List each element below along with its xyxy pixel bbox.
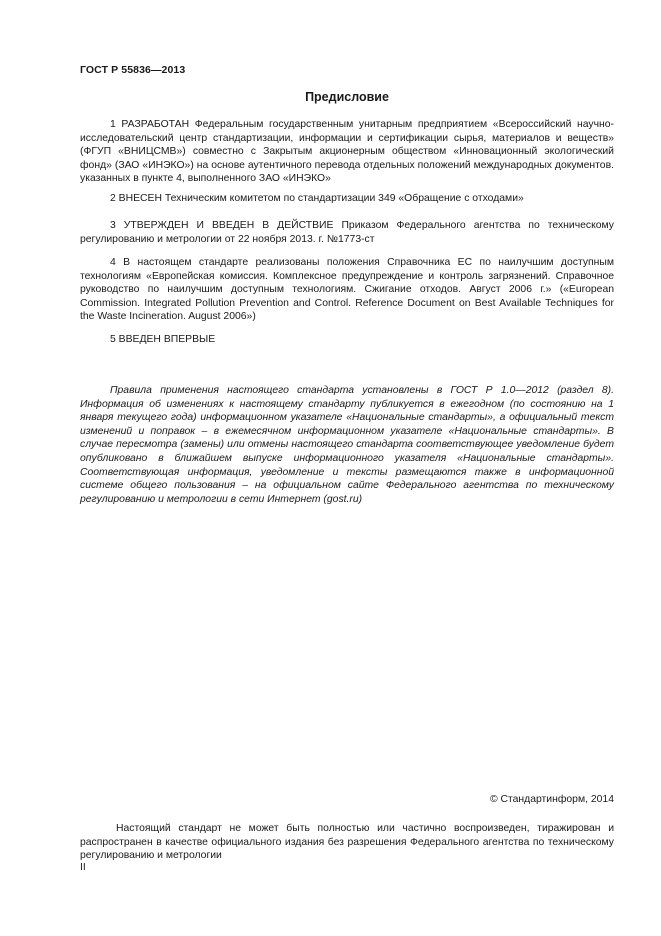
standard-number-header: ГОСТ Р 55836—2013 — [80, 64, 186, 76]
foreword-item-developed: 1 РАЗРАБОТАН Федеральным государственным унитарным предприятием «Всероссийский научно-исследовательский центр стандартизации, информации и сертификации сырья, материалов и веществ» (ФГУП «ВНИЦСМВ») совместно с Закрытым акционерным обществом «Инновационный экологический фонд» (ЗАО «ИНЭКО») на основе аутентичного перевода отдельных положений международных документов. указанных в пункте 4, выполненного ЗАО «ИНЭКО» — [80, 119, 614, 185]
foreword-item-implemented: 4 В настоящем стандарте реализованы положения Справочника ЕС по наилучшим доступным технологиям «Европейская комиссия. Комплексное предупреждение и контроль загрязнений. Справочное руководство по наилучшим доступным технологиям. Сжигание отходов. Август 2006 г.» («European Commission. Integrated Pollution Prevention and Control. Reference Document on Best Available Techniques for the Waste Incineration. August 2006») — [80, 257, 614, 323]
reproduction-notice: Настоящий стандарт не может быть полностью или частично воспроизведен, тиражирован и распространен в качестве официального издания без разрешения Федерального агентства по техническому регулированию и метрологии — [80, 823, 614, 862]
foreword-item-introduced: 2 ВНЕСЕН Техническим комитетом по стандартизации 349 «Обращение с отходами» — [110, 193, 524, 204]
page-title: Предисловие — [305, 90, 389, 104]
page-number: II — [80, 862, 86, 873]
foreword-item-first-introduced: 5 ВВЕДЕН ВПЕРВЫЕ — [110, 334, 216, 345]
copyright-line: © Стандартинформ, 2014 — [489, 794, 614, 805]
application-rules-text: Правила применения настоящего стандарта установлены в ГОСТ Р 1.0—2012 (раздел 8). Информация об изменениях к настоящему стандарту публикуется в ежегодном (по состоянию на 1 января текущего года) информационном указателе «Национальные стандарты», а официальный текст изменений и поправок – в ежемесячном информационном указателе «Национальные стандарты». В случае пересмотра (замены) или отмены настоящего стандарта соответствующее уведомление будет опубликовано в ближайшем выпуске информационного указателя «Национальные стандарты». Соответствующая информация, уведомление и тексты размещаются также в информационной системе общего пользования – на официальном сайте Федерального агентства по техническому регулированию и метрологии в сети Интернет (gost.ru) — [80, 385, 614, 505]
foreword-item-approved: 3 УТВЕРЖДЕН И ВВЕДЕН В ДЕЙСТВИЕ Приказом Федерального агентства по техническому регулированию и метрологии от 22 ноября 2013. г. №1773-ст — [80, 220, 614, 245]
